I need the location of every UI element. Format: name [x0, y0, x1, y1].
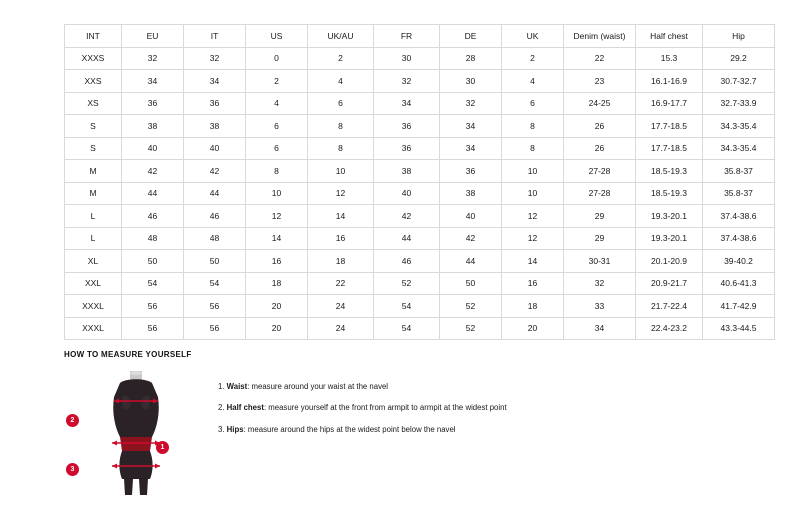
cell-half-chest: 19.3-20.1: [636, 205, 703, 228]
cell-fr: 30: [374, 47, 440, 70]
cell-de: 44: [440, 250, 502, 273]
instruction-number: 3.: [218, 424, 227, 434]
cell-fr: 40: [374, 182, 440, 205]
cell-fr: 54: [374, 317, 440, 340]
cell-fr: 42: [374, 205, 440, 228]
cell-fr: 38: [374, 160, 440, 183]
cell-uk-au: 16: [308, 227, 374, 250]
mannequin-illustration-icon: [86, 371, 186, 499]
table-row: [65, 92, 775, 115]
cell-hip: 35.8-37: [703, 182, 775, 205]
cell-int: M: [65, 182, 122, 205]
measure-badge-half-chest: 2: [66, 414, 79, 427]
column-header-eu: EU: [122, 25, 184, 48]
cell-hip: 34.3-35.4: [703, 137, 775, 160]
cell-half-chest: 20.1-20.9: [636, 250, 703, 273]
cell-half-chest: 17.7-18.5: [636, 137, 703, 160]
cell-us: 20: [246, 295, 308, 318]
cell-uk: 12: [502, 227, 564, 250]
cell-us: 20: [246, 317, 308, 340]
cell-denim-waist: 29: [564, 227, 636, 250]
cell-fr: 36: [374, 115, 440, 138]
measure-instruction-half-chest: [218, 402, 507, 413]
cell-us: 0: [246, 47, 308, 70]
column-header-half-chest: Half chest: [636, 25, 703, 48]
table-row: [65, 182, 775, 205]
cell-uk: 20: [502, 317, 564, 340]
column-header-hip: Hip: [703, 25, 775, 48]
cell-de: 34: [440, 137, 502, 160]
measure-instruction-hips: [218, 424, 507, 435]
cell-eu: 36: [122, 92, 184, 115]
table-row: [65, 205, 775, 228]
table-row: [65, 250, 775, 273]
cell-us: 12: [246, 205, 308, 228]
cell-denim-waist: 22: [564, 47, 636, 70]
cell-denim-waist: 30-31: [564, 250, 636, 273]
column-header-denim-waist: Denim (waist): [564, 25, 636, 48]
cell-us: 2: [246, 70, 308, 93]
cell-uk: 2: [502, 47, 564, 70]
mannequin-figure: [64, 369, 204, 499]
cell-it: 50: [184, 250, 246, 273]
cell-de: 38: [440, 182, 502, 205]
cell-it: 56: [184, 317, 246, 340]
cell-uk: 6: [502, 92, 564, 115]
size-chart-table: [64, 24, 775, 340]
measure-instructions-list: [218, 369, 507, 445]
cell-fr: 54: [374, 295, 440, 318]
cell-denim-waist: 23: [564, 70, 636, 93]
cell-fr: 34: [374, 92, 440, 115]
cell-us: 6: [246, 137, 308, 160]
cell-de: 50: [440, 272, 502, 295]
cell-denim-waist: 34: [564, 317, 636, 340]
cell-it: 32: [184, 47, 246, 70]
cell-it: 44: [184, 182, 246, 205]
cell-int: S: [65, 115, 122, 138]
table-row: [65, 227, 775, 250]
table-row: [65, 137, 775, 160]
cell-de: 36: [440, 160, 502, 183]
cell-half-chest: 22.4-23.2: [636, 317, 703, 340]
cell-us: 4: [246, 92, 308, 115]
cell-hip: 40.6-41.3: [703, 272, 775, 295]
cell-it: 56: [184, 295, 246, 318]
column-header-de: DE: [440, 25, 502, 48]
cell-hip: 39-40.2: [703, 250, 775, 273]
cell-eu: 50: [122, 250, 184, 273]
table-row: [65, 160, 775, 183]
cell-eu: 32: [122, 47, 184, 70]
cell-hip: 37.4-38.6: [703, 227, 775, 250]
cell-int: XXS: [65, 70, 122, 93]
cell-hip: 34.3-35.4: [703, 115, 775, 138]
cell-it: 54: [184, 272, 246, 295]
cell-denim-waist: 32: [564, 272, 636, 295]
cell-it: 42: [184, 160, 246, 183]
cell-fr: 44: [374, 227, 440, 250]
cell-uk: 10: [502, 160, 564, 183]
cell-int: L: [65, 227, 122, 250]
cell-uk-au: 12: [308, 182, 374, 205]
cell-it: 34: [184, 70, 246, 93]
cell-hip: 29.2: [703, 47, 775, 70]
column-header-it: IT: [184, 25, 246, 48]
cell-uk-au: 8: [308, 137, 374, 160]
cell-eu: 54: [122, 272, 184, 295]
cell-denim-waist: 33: [564, 295, 636, 318]
cell-int: XXXL: [65, 295, 122, 318]
table-row: [65, 317, 775, 340]
cell-half-chest: 16.9-17.7: [636, 92, 703, 115]
cell-eu: 34: [122, 70, 184, 93]
cell-hip: 32.7-33.9: [703, 92, 775, 115]
cell-int: XXXL: [65, 317, 122, 340]
cell-it: 46: [184, 205, 246, 228]
table-row: [65, 272, 775, 295]
cell-eu: 46: [122, 205, 184, 228]
cell-de: 42: [440, 227, 502, 250]
table-header-row: [65, 25, 775, 48]
cell-uk-au: 14: [308, 205, 374, 228]
cell-uk: 10: [502, 182, 564, 205]
cell-int: XXL: [65, 272, 122, 295]
column-header-uk-au: UK/AU: [308, 25, 374, 48]
cell-us: 16: [246, 250, 308, 273]
cell-uk: 14: [502, 250, 564, 273]
cell-denim-waist: 26: [564, 115, 636, 138]
cell-uk-au: 6: [308, 92, 374, 115]
cell-us: 6: [246, 115, 308, 138]
cell-de: 32: [440, 92, 502, 115]
cell-uk-au: 4: [308, 70, 374, 93]
cell-fr: 36: [374, 137, 440, 160]
cell-de: 34: [440, 115, 502, 138]
measure-instruction-waist: [218, 381, 507, 392]
cell-it: 36: [184, 92, 246, 115]
cell-uk-au: 24: [308, 295, 374, 318]
cell-it: 40: [184, 137, 246, 160]
cell-us: 8: [246, 160, 308, 183]
cell-int: M: [65, 160, 122, 183]
cell-int: L: [65, 205, 122, 228]
instruction-term: Half chest: [226, 403, 264, 413]
cell-int: XL: [65, 250, 122, 273]
cell-us: 18: [246, 272, 308, 295]
cell-eu: 48: [122, 227, 184, 250]
cell-uk-au: 22: [308, 272, 374, 295]
instruction-text: : measure yourself at the front from armpit to armpit at the widest point: [263, 403, 507, 413]
cell-uk: 8: [502, 137, 564, 160]
cell-it: 48: [184, 227, 246, 250]
cell-half-chest: 19.3-20.1: [636, 227, 703, 250]
cell-de: 28: [440, 47, 502, 70]
cell-fr: 32: [374, 70, 440, 93]
instruction-term: Hips: [226, 424, 244, 434]
cell-hip: 43.3-44.5: [703, 317, 775, 340]
cell-hip: 41.7-42.9: [703, 295, 775, 318]
cell-eu: 40: [122, 137, 184, 160]
table-row: [65, 115, 775, 138]
table-row: [65, 70, 775, 93]
column-header-uk: UK: [502, 25, 564, 48]
cell-uk-au: 8: [308, 115, 374, 138]
cell-half-chest: 15.3: [636, 47, 703, 70]
cell-hip: 37.4-38.6: [703, 205, 775, 228]
cell-int: XXXS: [65, 47, 122, 70]
cell-half-chest: 16.1-16.9: [636, 70, 703, 93]
cell-uk: 8: [502, 115, 564, 138]
cell-half-chest: 18.5-19.3: [636, 182, 703, 205]
how-to-measure-body: [64, 369, 734, 499]
cell-half-chest: 21.7-22.4: [636, 295, 703, 318]
how-to-measure-section: [64, 350, 734, 499]
cell-eu: 56: [122, 295, 184, 318]
column-header-us: US: [246, 25, 308, 48]
measure-badge-waist: 1: [156, 441, 169, 454]
measure-badge-hips: 3: [66, 463, 79, 476]
cell-half-chest: 18.5-19.3: [636, 160, 703, 183]
cell-uk-au: 10: [308, 160, 374, 183]
cell-hip: 30.7-32.7: [703, 70, 775, 93]
cell-uk-au: 2: [308, 47, 374, 70]
instruction-text: : measure around your waist at the navel: [247, 382, 389, 391]
cell-de: 52: [440, 295, 502, 318]
cell-uk: 18: [502, 295, 564, 318]
instruction-text: : measure around the hips at the widest point below the navel: [243, 424, 456, 434]
cell-uk-au: 18: [308, 250, 374, 273]
cell-us: 14: [246, 227, 308, 250]
instruction-term: Waist: [226, 382, 248, 391]
cell-hip: 35.8-37: [703, 160, 775, 183]
cell-denim-waist: 29: [564, 205, 636, 228]
cell-uk: 4: [502, 70, 564, 93]
table-row: [65, 47, 775, 70]
cell-us: 10: [246, 182, 308, 205]
cell-denim-waist: 27-28: [564, 160, 636, 183]
cell-denim-waist: 26: [564, 137, 636, 160]
cell-de: 52: [440, 317, 502, 340]
cell-int: XS: [65, 92, 122, 115]
cell-uk: 12: [502, 205, 564, 228]
cell-eu: 44: [122, 182, 184, 205]
cell-uk-au: 24: [308, 317, 374, 340]
cell-fr: 52: [374, 272, 440, 295]
size-chart-container: [64, 24, 757, 340]
cell-denim-waist: 24-25: [564, 92, 636, 115]
column-header-fr: FR: [374, 25, 440, 48]
cell-uk: 16: [502, 272, 564, 295]
cell-eu: 42: [122, 160, 184, 183]
cell-denim-waist: 27-28: [564, 182, 636, 205]
cell-fr: 46: [374, 250, 440, 273]
cell-half-chest: 20.9-21.7: [636, 272, 703, 295]
cell-half-chest: 17.7-18.5: [636, 115, 703, 138]
how-to-measure-title: HOW TO MEASURE YOURSELF: [64, 350, 192, 359]
table-row: [65, 295, 775, 318]
column-header-int: INT: [65, 25, 122, 48]
cell-int: S: [65, 137, 122, 160]
cell-it: 38: [184, 115, 246, 138]
cell-de: 40: [440, 205, 502, 228]
cell-eu: 56: [122, 317, 184, 340]
instruction-number: 1.: [218, 382, 227, 391]
cell-eu: 38: [122, 115, 184, 138]
instruction-number: 2.: [218, 403, 227, 413]
cell-de: 30: [440, 70, 502, 93]
